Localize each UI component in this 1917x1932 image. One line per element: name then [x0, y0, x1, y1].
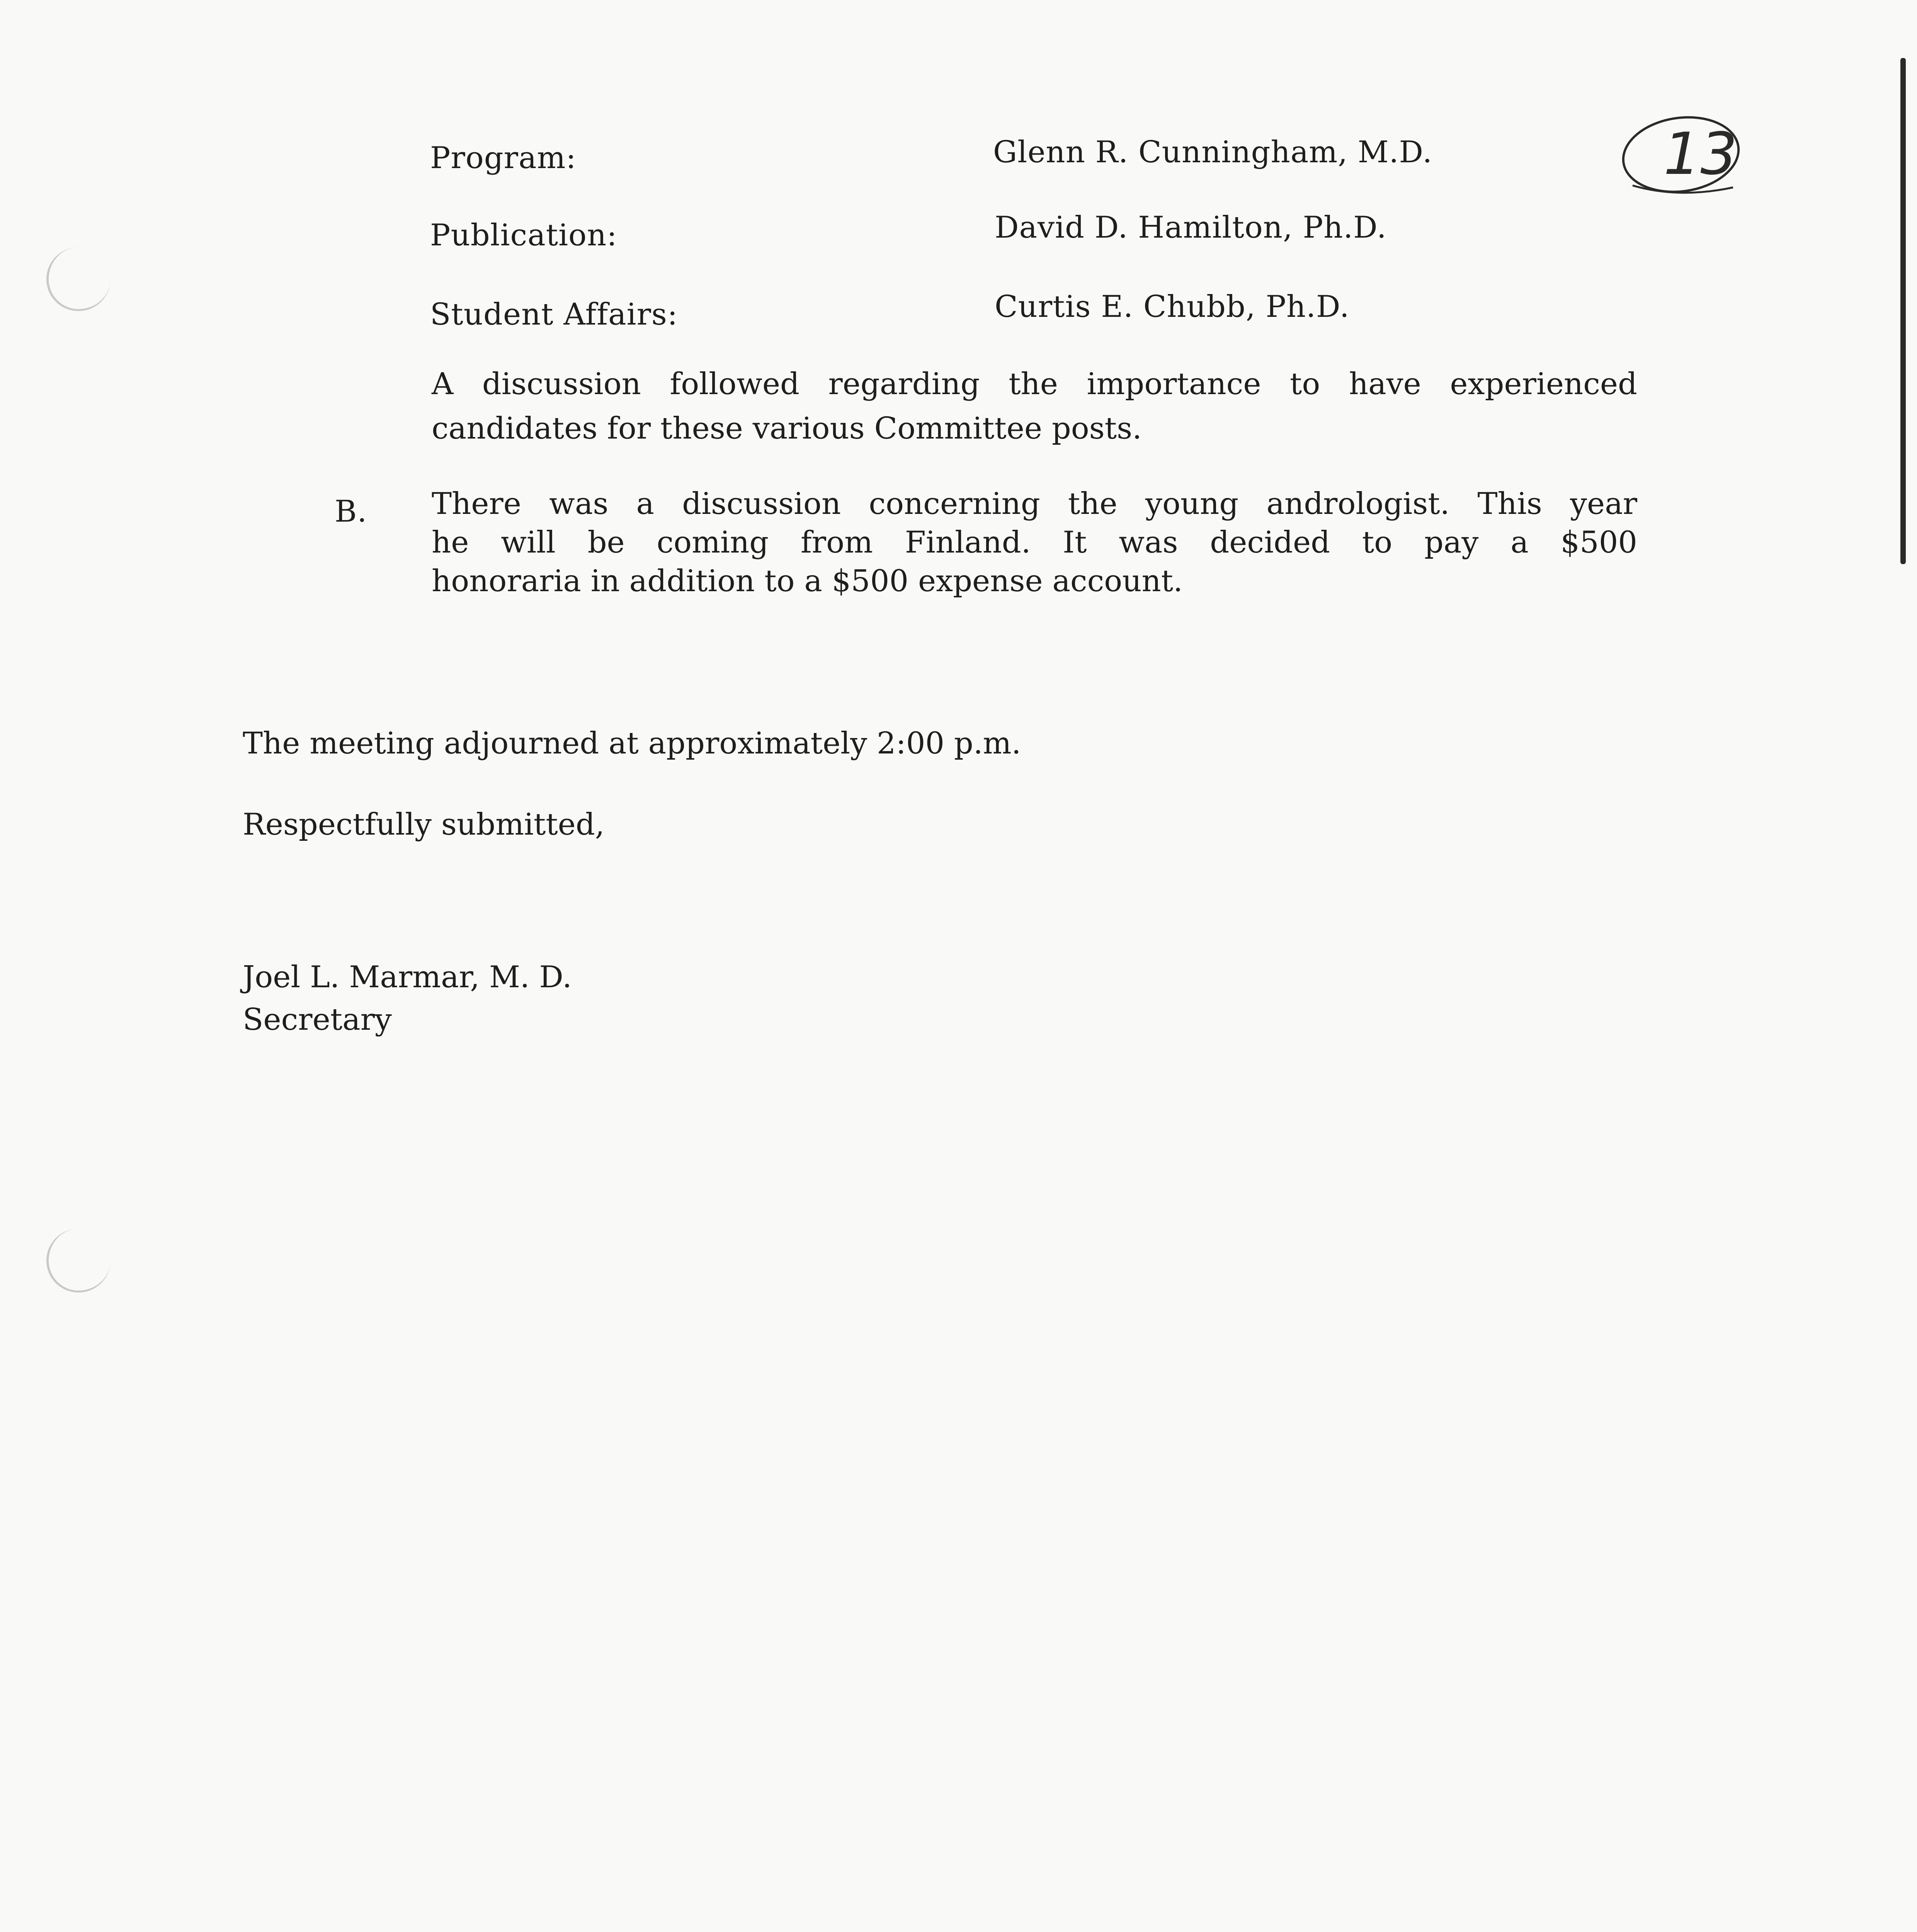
handwritten-mark-13 [1617, 108, 1745, 209]
committee-name-publication: David D. Hamilton, Ph.D. [995, 210, 1387, 245]
item-b-line-3: honoraria in addition to a $500 expense account. [432, 564, 1183, 599]
salutation: Respectfully submitted, [243, 807, 605, 842]
item-b-line-1: There was a discussion concerning the young andrologist. This year [432, 486, 1637, 521]
adjournment-statement: The meeting adjourned at approximately 2:00 p.m. [243, 726, 1021, 761]
discussion-line-2: candidates for these various Committee posts. [432, 411, 1142, 446]
committee-role-publication: Publication: [430, 218, 617, 253]
binder-hole-top [46, 247, 111, 311]
discussion-line-1: A discussion followed regarding the importance to have experienced [432, 367, 1637, 401]
committee-name-student-affairs: Curtis E. Chubb, Ph.D. [995, 289, 1350, 324]
binder-hole-middle [46, 1229, 111, 1293]
item-b-line-2: he will be coming from Finland. It was decided to pay a $500 [432, 525, 1637, 560]
signer-name: Joel L. Marmar, M. D. [243, 960, 572, 995]
item-b-marker: B. [335, 494, 367, 529]
signer-title: Secretary [243, 1002, 392, 1037]
scan-edge-line [1900, 58, 1906, 564]
committee-name-program: Glenn R. Cunningham, M.D. [993, 135, 1432, 170]
committee-role-student-affairs: Student Affairs: [430, 297, 678, 332]
handwritten-mark-text: 13 [1664, 121, 1737, 188]
committee-role-program: Program: [430, 141, 577, 175]
